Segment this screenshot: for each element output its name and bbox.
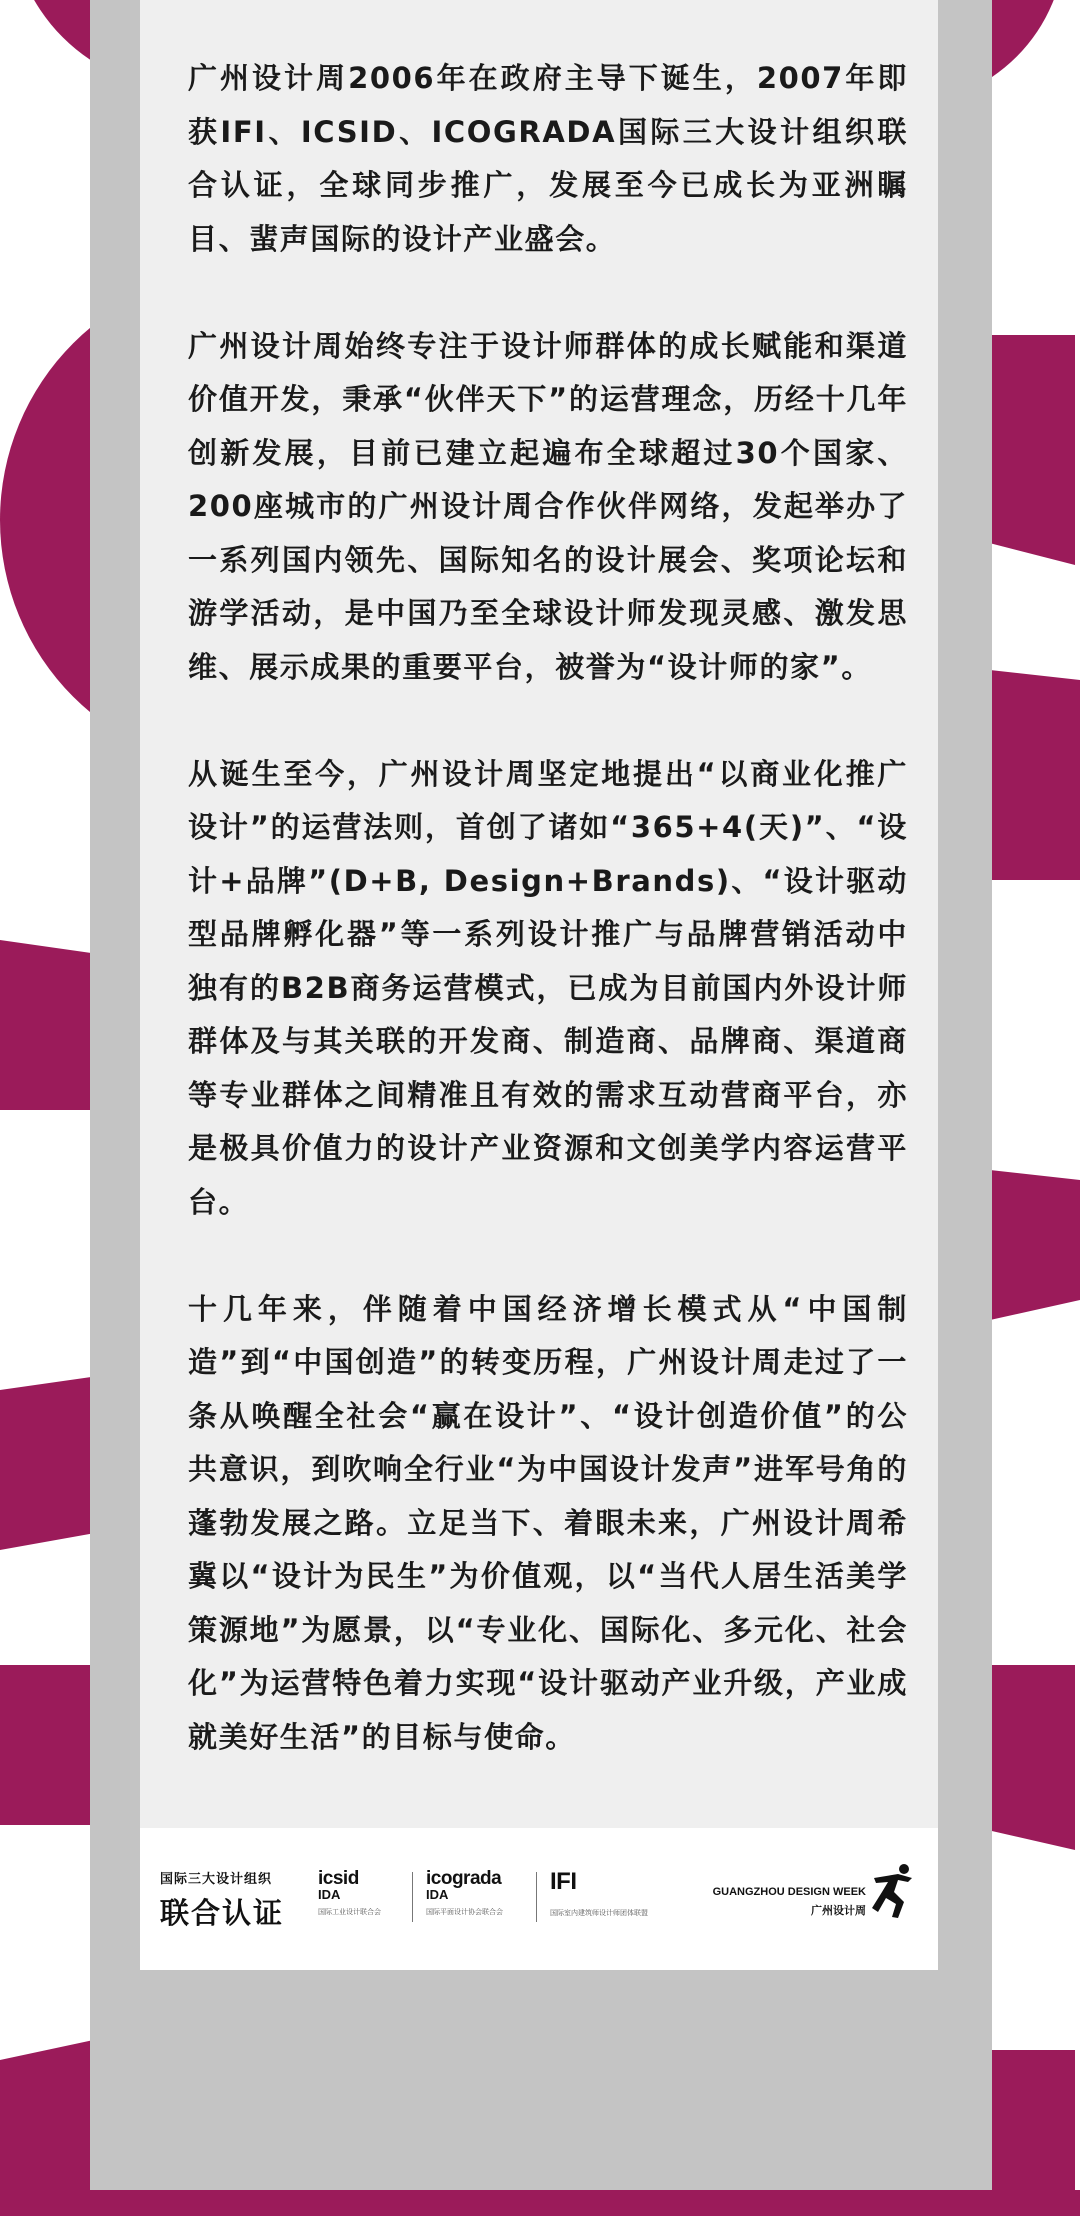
logo-strip [140, 1828, 938, 1970]
icsid-name: icsid [318, 1868, 359, 1889]
logo-divider-1 [412, 1872, 413, 1922]
ifi-desc: 国际室内建筑师设计师团体联盟 [550, 1909, 648, 1917]
icograda-logo [426, 1870, 503, 1917]
running-figure-logo-icon [868, 1862, 918, 1922]
paragraph-4: 十几年来，伴随着中国经济增长模式从“中国制造”到“中国创造”的转变历程，广州设计周走过了一条从唤醒全社会“赢在设计”、“设计创造价值”的公共意识，到吹响全行业“为中国设计发声”进军号角的蓬勃发展之路。立足当下、着眼未来，广州设计周希冀以“设计为民生”为价值观，以“当代人居生活美学策源地”为愿景，以“专业化、国际化、多元化、社会化”为运营特色着力实现“设计驱动产业升级，产业成就美好生活”的目标与使命。 [188, 1291, 908, 1754]
icsid-desc: 国际工业设计联合会 [318, 1908, 381, 1916]
paragraph-3: 从诞生至今，广州设计周坚定地提出“以商业化推广设计”的运营法则，首创了诸如“365+4(天)”、“设计+品牌”(D+B, Design+Brands)、“设计驱动型品牌孵化器”等一系列设计推广与品牌营销活动中独有的B2B商务运营模式，已成为目前国内外设计师群体及与其关联的开发商、制造商、品牌商、渠道商等专业群体之间精准且有效的需求互动营商平台，亦是极具价值力的设计产业资源和文创美学内容运营平台。 [188, 756, 908, 1219]
deco-bottom-edge [0, 2190, 1080, 2216]
icsid-sub: IDA [318, 1887, 341, 1902]
logo-divider-2 [536, 1872, 537, 1922]
paragraph-1: 广州设计周2006年在政府主导下诞生，2007年即获IFI、ICSID、ICOGRADA国际三大设计组织联合认证，全球同步推广，发展至今已成长为亚洲瞩目、蜚声国际的设计产业盛会。 [188, 61, 908, 256]
gdw-chinese: 广州设计周 [811, 1904, 866, 1917]
gdw-english: GUANGZHOU DESIGN WEEK [712, 1886, 866, 1898]
paragraph-2: 广州设计周始终专注于设计师群体的成长赋能和渠道价值开发，秉承“伙伴天下”的运营理念，历经十几年创新发展，目前已建立起遍布全球超过30个国家、200座城市的广州设计周合作伙伴网络，发起举办了一系列国内领先、国际知名的设计展会、奖项论坛和游学活动，是中国乃至全球设计师发现灵感、激发思维、展示成果的重要平台，被誉为“设计师的家”。 [188, 328, 908, 684]
icograda-name: icograda [426, 1868, 502, 1889]
ifi-logo [550, 1870, 648, 1918]
certification-line-1: 国际三大设计组织 [160, 1872, 273, 1887]
icograda-desc: 国际平面设计协会联合会 [426, 1908, 503, 1916]
certification-line-2: 联合认证 [160, 1896, 285, 1930]
article-body [188, 52, 908, 1818]
icograda-sub: IDA [426, 1887, 449, 1902]
gdw-wordmark [713, 1886, 866, 1918]
ifi-name: IFI [550, 1868, 577, 1895]
icsid-logo [318, 1870, 381, 1917]
certification-label [160, 1868, 284, 1932]
